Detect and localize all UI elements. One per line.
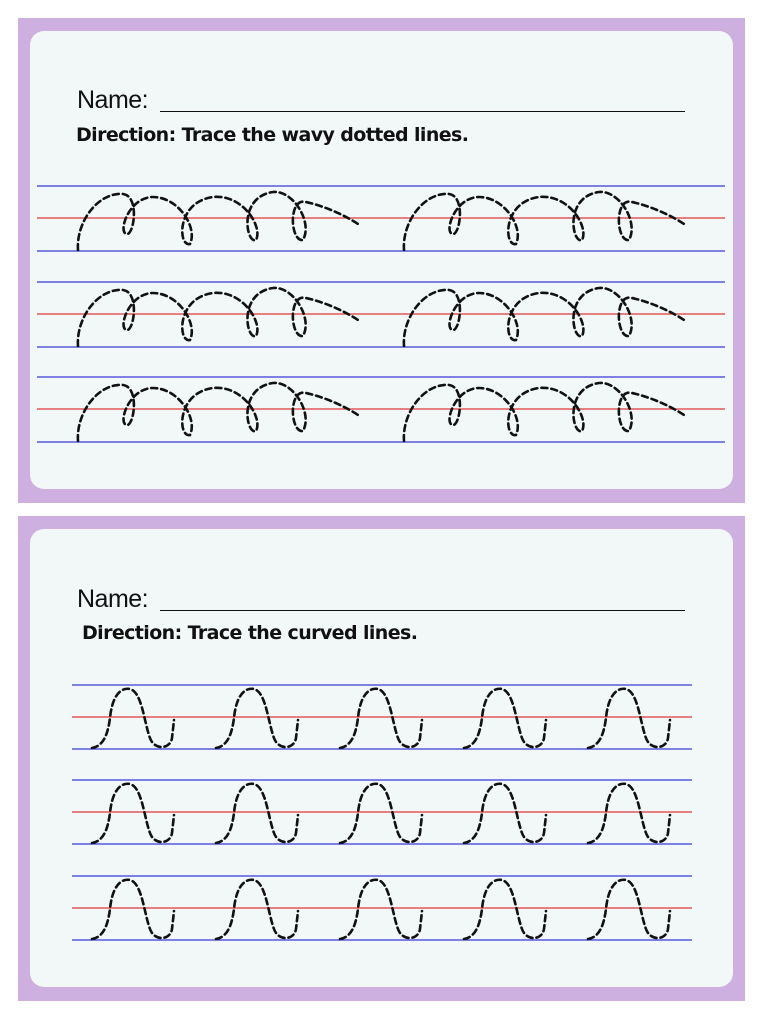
wavy-trace-line[interactable]	[78, 383, 361, 441]
name-label: Name:	[77, 585, 149, 613]
curved-trace-line[interactable]	[340, 689, 422, 748]
curved-trace-line[interactable]	[464, 689, 546, 748]
curved-trace-line[interactable]	[588, 689, 670, 748]
wavy-trace-line[interactable]	[78, 192, 361, 250]
curved-trace-line[interactable]	[340, 784, 422, 843]
direction-text: Direction: Trace the curved lines.	[82, 622, 418, 644]
curved-trace-line[interactable]	[216, 784, 298, 843]
curved-trace-line[interactable]	[588, 784, 670, 843]
curved-trace-line[interactable]	[92, 784, 174, 843]
curved-trace-line[interactable]	[216, 880, 298, 939]
wavy-trace-line[interactable]	[404, 192, 687, 250]
name-label: Name:	[77, 86, 149, 114]
curved-trace-line[interactable]	[340, 880, 422, 939]
direction-text: Direction: Trace the wavy dotted lines.	[76, 124, 469, 146]
wavy-trace-line[interactable]	[404, 383, 687, 441]
curved-trace-line[interactable]	[92, 689, 174, 748]
curved-trace-line[interactable]	[464, 880, 546, 939]
wavy-trace-line[interactable]	[78, 288, 361, 346]
wavy-trace-line[interactable]	[404, 288, 687, 346]
curved-trace-line[interactable]	[464, 784, 546, 843]
curved-trace-line[interactable]	[216, 689, 298, 748]
curved-trace-line[interactable]	[92, 880, 174, 939]
curved-trace-line[interactable]	[588, 880, 670, 939]
